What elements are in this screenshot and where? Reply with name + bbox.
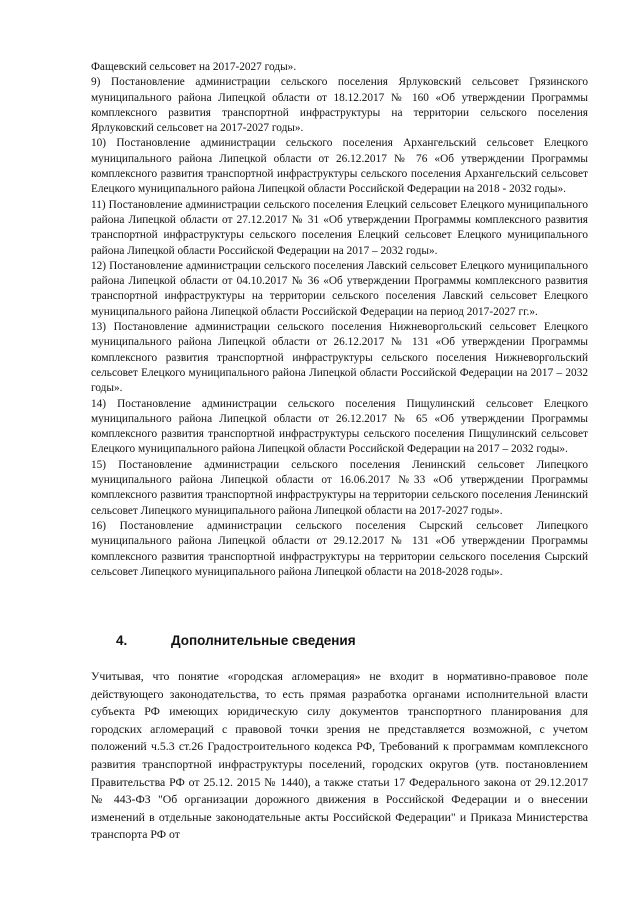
list-item: 12) Постановление администрации сельского поселения Лавский сельсовет Елецкого муниципального района Липецкой области от 04.10.2017 № 36 «Об утверждении Программы комплексного развития транспортной инфраструктуры на территории сельского поселения Лавский сельсовет Елецкого муниципального района Липецкой области Российской Федерации на период 2017-2027 гг.».: [91, 259, 588, 318]
list-item: Фащевский сельсовет на 2017-2027 годы».: [91, 61, 297, 73]
list-item: 9) Постановление администрации сельского поселения Ярлуковский сельсовет Грязинского муниципального района Липецкой области от 18.12.2017 № 160 «Об утверждении Программы комплексного развития транспортной инфраструктуры на территории сельского поселения Ярлуковский сельсовет на 2017-2027 годы».: [91, 76, 588, 135]
section-heading: [116, 632, 536, 650]
list-item: 13) Постановление администрации сельского поселения Нижневоргольский сельсовет Елецкого муниципального района Липецкой области от 26.12.2017 № 131 «Об утверждении Программы комплексного развития транспортной инфраструктуры сельского поселения Нижневоргольский сельсовет Елецкого муниципального района Липецкой области Российской Федерации на 2017 – 2032 годы».: [91, 321, 588, 395]
list-item: 10) Постановление администрации сельского поселения Архангельский сельсовет Елецкого муниципального района Липецкой области от 26.12.2017 № 76 «Об утверждении Программы комплексного развития транспортной инфраструктуры сельского поселения Архангельский сельсовет Елецкого муниципального района Липецкой области Российской Федерации на 2018 - 2032 годы».: [91, 137, 588, 196]
body-paragraph: Учитывая, что понятие «городская агломерация» не входит в нормативно-правовое поле действующего законодательства, то есть прямая разработка органами исполнительной власти субъекта РФ имеющих юридическую силу документов транспортного планирования для городских агломераций с правовой точки зрения не представляется возможной, с учетом положений ч.5.3 ст.26 Градостроительного кодекса РФ, Требований к программам комплексного развития транспортной инфраструктуры поселений, городских округов (утв. постановлением Правительства РФ от 25.12. 2015 № 1440), а также статьи 17 Федерального закона от 29.12.2017 № 443-ФЗ "Об организации дорожного движения в Российской Федерации и о внесении изменений в отдельные законодательные акты Российской Федерации" и Приказа Министерства транспорта РФ от: [91, 669, 588, 842]
section-title: Дополнительные сведения: [171, 633, 356, 648]
list-item: 11) Постановление администрации сельского поселения Елецкий сельсовет Елецкого муниципального района Липецкой области от 27.12.2017 № 31 «Об утверждении Программы комплексного развития транспортной инфраструктуры сельского поселения Елецкий сельсовет Елецкого муниципального района Липецкой области Российской Федерации на 2017 – 2032 годы».: [91, 198, 588, 257]
body-text: [91, 668, 588, 844]
list-item: 16) Постановление администрации сельского поселения Сырский сельсовет Липецкого муниципального района Липецкой области от 29.12.2017 № 131 «Об утверждении Программы комплексного развития транспортной инфраструктуры на территории сельского поселения Сырский сельсовет Липецкого муниципального района Липецкой области на 2018-2028 годы».: [91, 519, 588, 578]
section-number: 4.: [116, 633, 128, 648]
list-item: 14) Постановление администрации сельского поселения Пищулинский сельсовет Елецкого муниципального района Липецкой области от 26.12.2017 № 65 «Об утверждении Программы комплексного развития транспортной инфраструктуры сельского поселения Пищулинский сельсовет Елецкого муниципального района Липецкой области Российской Федерации на 2017 – 2032 годы».: [91, 397, 588, 456]
list-item: 15) Постановление администрации сельского поселения Ленинский сельсовет Липецкого муниципального района Липецкой области от 16.06.2017 №33 «Об утверждении Программы комплексного развития транспортной инфраструктуры на территории сельского поселения Ленинский сельсовет Липецкого муниципального района Липецкой области на 2017-2027 годы».: [91, 458, 588, 517]
resolutions-list: [91, 60, 588, 580]
